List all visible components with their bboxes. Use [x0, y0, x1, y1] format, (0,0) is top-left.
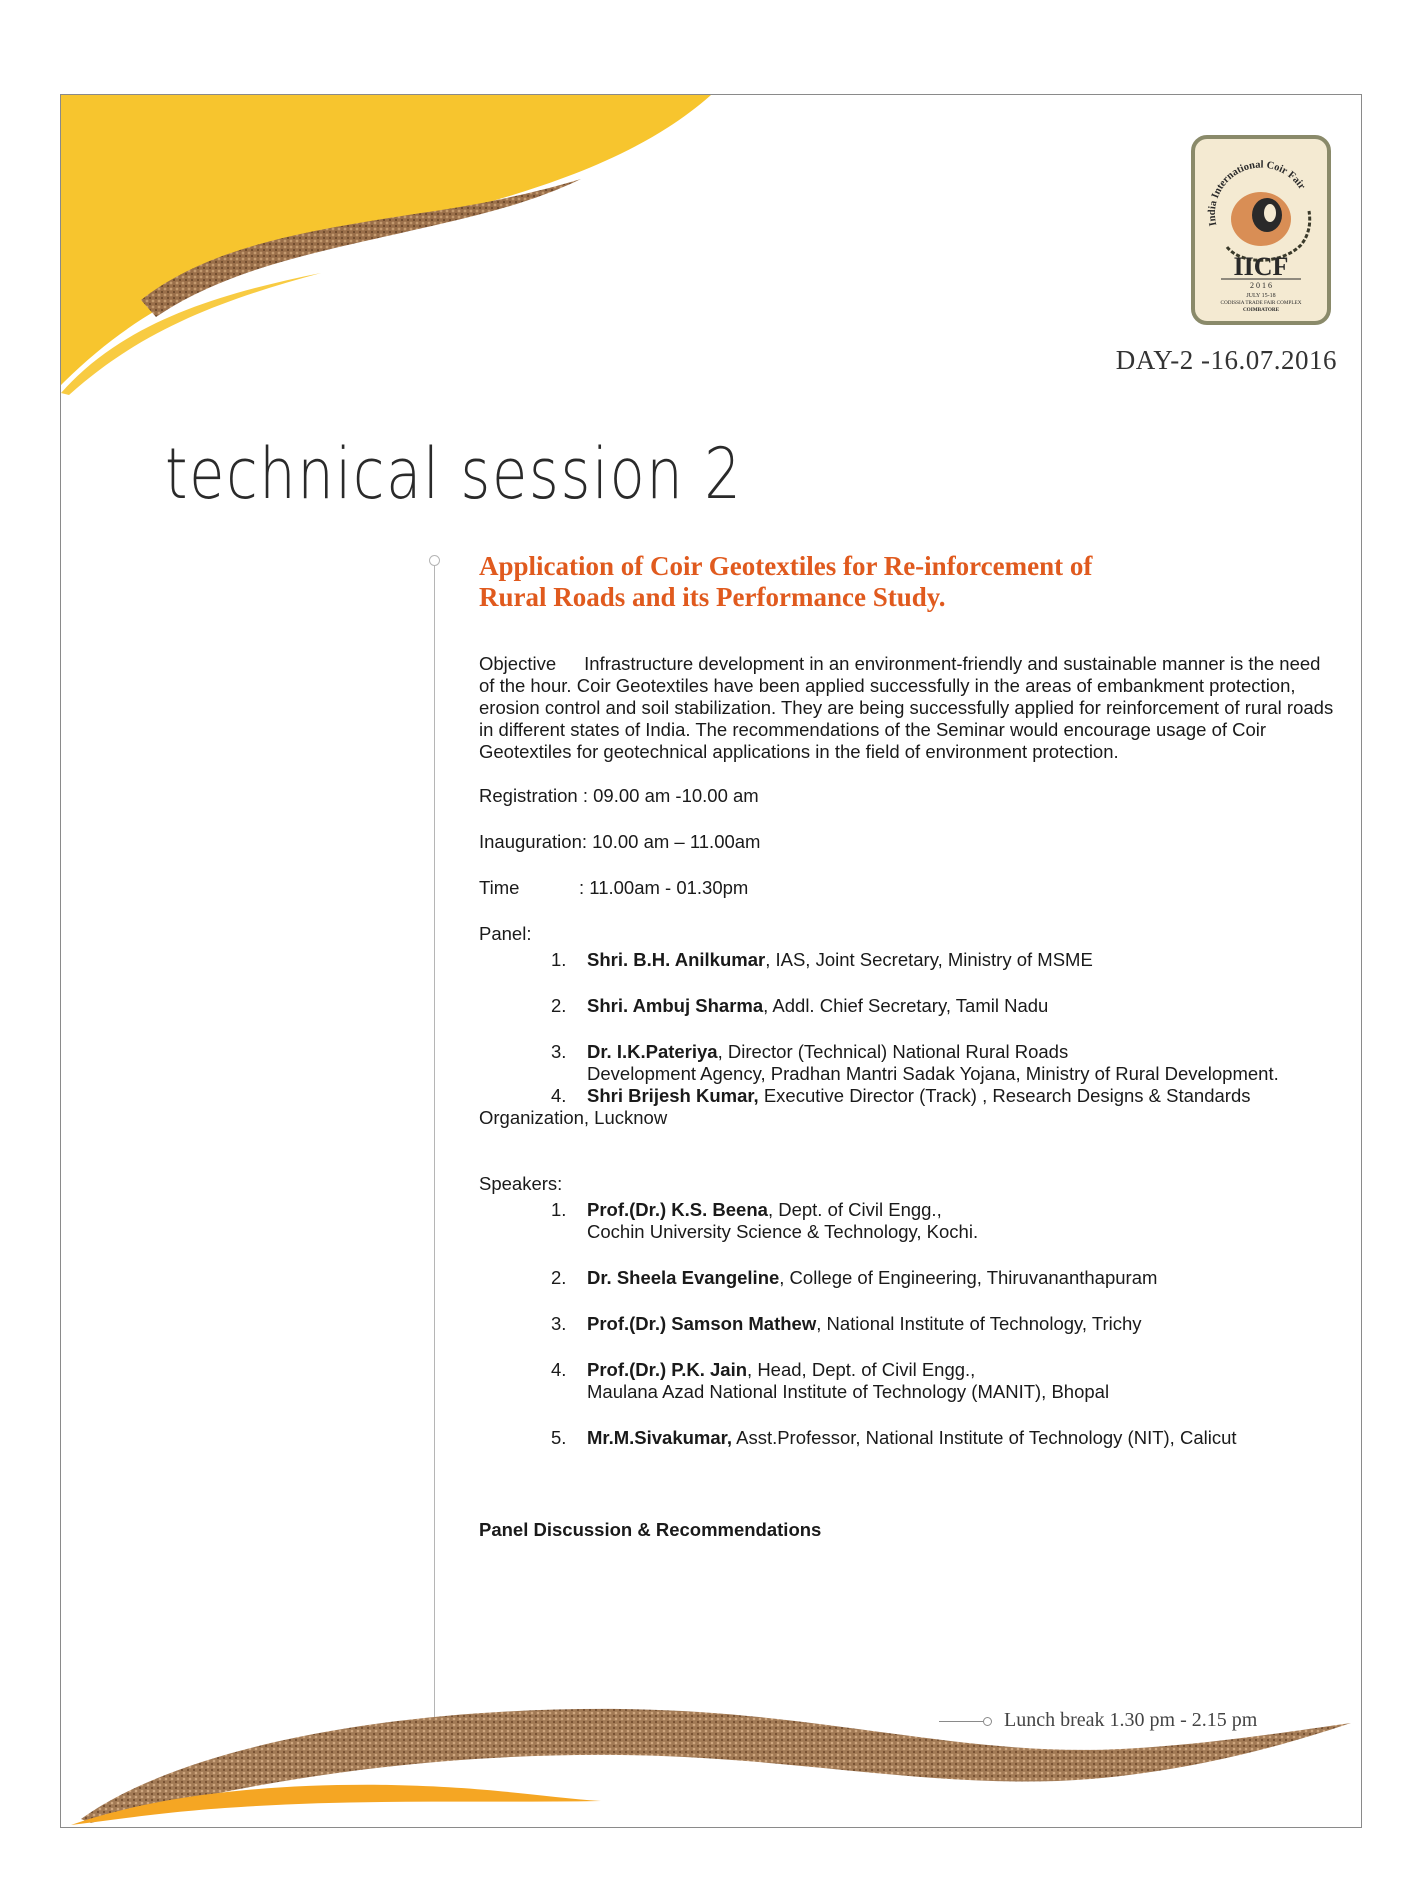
list-item: 4. Shri Brijesh Kumar, Executive Director (Track) , Research Designs & Standards Organization, Lucknow: [479, 1085, 1251, 1128]
time-line: [479, 877, 1339, 899]
panel-member-name: Dr. I.K.Pateriya: [587, 1041, 718, 1062]
day-date-label: DAY-2 -16.07.2016: [1115, 345, 1337, 375]
objective-label: Objective: [479, 653, 557, 674]
speaker-name: Prof.(Dr.) Samson Mathew: [587, 1313, 817, 1334]
headline-line-2: Rural Roads and its Performance Study.: [479, 582, 946, 612]
logo-dates: JULY 15-18: [1246, 293, 1276, 299]
logo-city: COIMBATORE: [1242, 307, 1280, 313]
list-item: 1. Shri. B.H. Anilkumar, IAS, Joint Secretary, Ministry of MSME: [551, 949, 1093, 970]
objective-paragraph: [479, 653, 1339, 763]
list-item: 4. Prof.(Dr.) P.K. Jain, Head, Dept. of Civil Engg., Maulana Azad National Institute of Technology (MANIT), Bhopal: [551, 1359, 1110, 1402]
objective-text: Infrastructure development in an environment-friendly and sustainable manner is the need of the hour. Coir Geotextiles have been applied successfully in the areas of embankment protection, erosion control and soil stabilization. They are being successfully applied for reinforcement of rural roads in different states of India. The recommendations of the Seminar would encourage usage of Coir Geotextiles for geotechnical applications in the field of environment protection.: [479, 653, 1334, 762]
iicf-logo: [1191, 135, 1331, 325]
speakers-label: Speakers:: [479, 1173, 563, 1194]
speaker-name: Mr.M.Sivakumar,: [587, 1427, 732, 1448]
logo-arc-text: India International Coir Fair: [1206, 159, 1308, 227]
list-item: 3. Dr. I.K.Pateriya, Director (Technical) National Rural Roads Development Agency, Pradhan Mantri Sadak Yojana, Ministry of Rural Development.: [551, 1041, 1279, 1084]
list-item: 5. Mr.M.Sivakumar, Asst.Professor, National Institute of Technology (NIT), Calicut: [551, 1427, 1237, 1448]
time-value: : 11.00am - 01.30pm: [579, 877, 749, 898]
top-swoosh-decoration: [61, 95, 781, 395]
list-item: 3. Prof.(Dr.) Samson Mathew, National Institute of Technology, Trichy: [551, 1313, 1142, 1334]
registration-line: Registration : 09.00 am -10.00 am: [479, 785, 759, 806]
panel-label: Panel:: [479, 923, 532, 944]
timeline-dot: [429, 555, 440, 566]
headline-line-1: Application of Coir Geotextiles for Re-inforcement of: [479, 551, 1093, 581]
speaker-name: Prof.(Dr.) K.S. Beena: [587, 1199, 768, 1220]
page-frame: [60, 94, 1362, 1828]
session-content: [479, 551, 1339, 1541]
list-item: 2. Shri. Ambuj Sharma, Addl. Chief Secretary, Tamil Nadu: [551, 995, 1049, 1016]
bottom-swoosh-decoration: [61, 1687, 1361, 1827]
logo-venue: CODISSIA TRADE FAIR COMPLEX: [1220, 300, 1302, 306]
time-label: Time: [479, 877, 520, 898]
lunch-break-text: Lunch break 1.30 pm - 2.15 pm: [1004, 1709, 1258, 1731]
list-item: 1. Prof.(Dr.) K.S. Beena, Dept. of Civil Engg., Cochin University Science & Technology, Kochi.: [551, 1199, 979, 1242]
panel-list: [479, 949, 1339, 1085]
speaker-name: Prof.(Dr.) P.K. Jain: [587, 1359, 748, 1380]
timeline-divider: [434, 565, 435, 1748]
logo-year: 2 0 1 6: [1250, 281, 1272, 290]
inauguration-line: Inauguration: 10.00 am – 11.00am: [479, 831, 761, 852]
panel-member-name: Shri Brijesh Kumar,: [587, 1085, 759, 1106]
panel-discussion-heading: Panel Discussion & Recommendations: [479, 1519, 822, 1540]
logo-acronym: IICF: [1233, 252, 1289, 281]
list-item: 2. Dr. Sheela Evangeline, College of Engineering, Thiruvananthapuram: [551, 1267, 1158, 1288]
speaker-name: Dr. Sheela Evangeline: [587, 1267, 780, 1288]
session-title: technical session 2: [165, 433, 743, 515]
panel-member-name: Shri. B.H. Anilkumar: [587, 949, 766, 970]
panel-member-name: Shri. Ambuj Sharma: [587, 995, 764, 1016]
speakers-list: [479, 1199, 1339, 1449]
session-headline: [479, 551, 1339, 613]
